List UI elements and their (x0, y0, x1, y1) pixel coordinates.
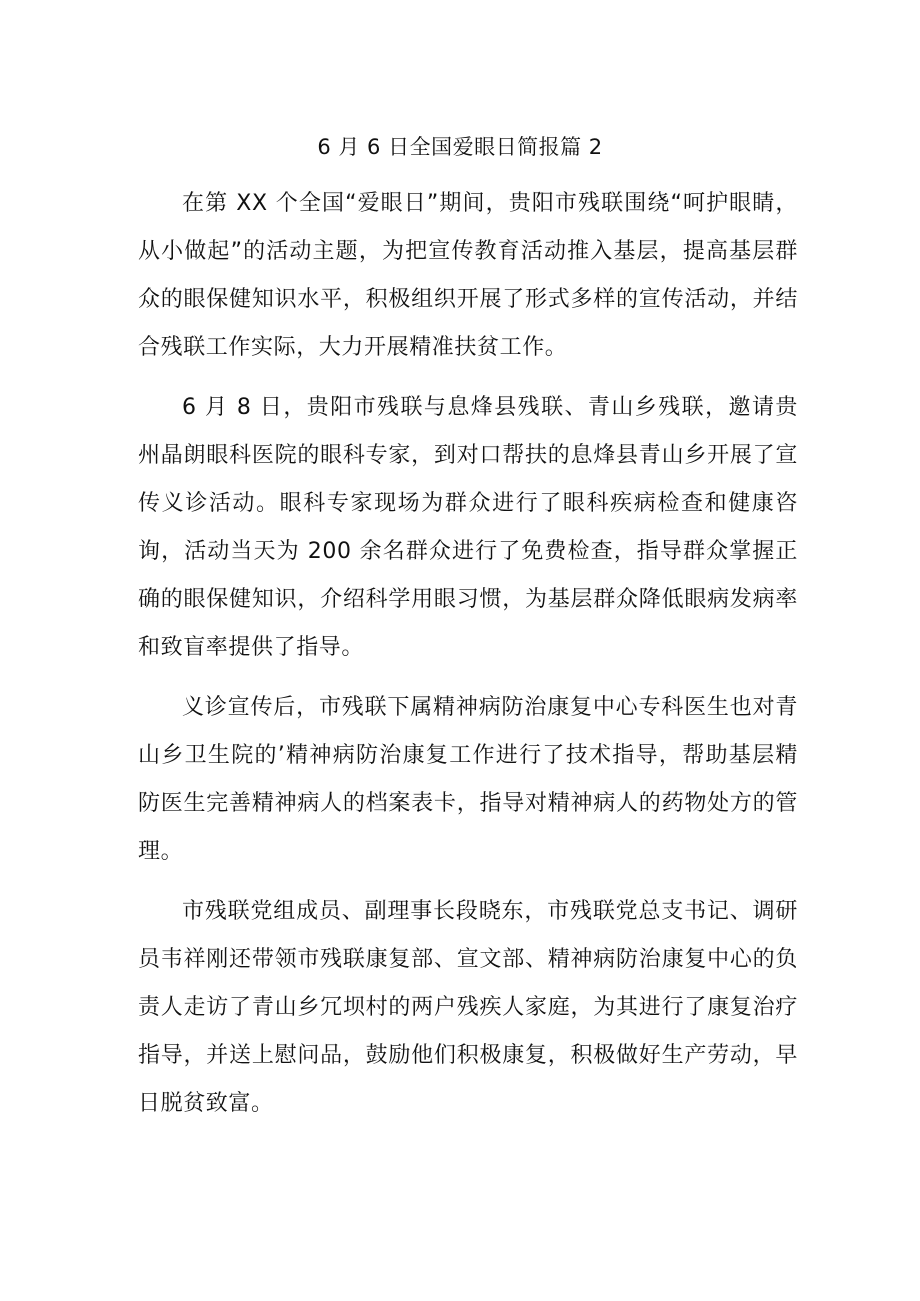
document-title: 6 月 6 日全国爱眼日简报篇 2 (317, 135, 603, 159)
document-body (138, 180, 798, 1140)
paragraph-4: 市残联党组成员、副理事长段晓东，市残联党总支书记、调研员韦祥刚还带领市残联康复部、宣文部、精神病防治康复中心的负责人走访了青山乡冗坝村的两户残疾人家庭，为其进行了康复治疗指导，并送上慰问品，鼓励他们积极康复，积极做好生产劳动，早日脱贫致富。 (138, 899, 798, 1116)
paragraph-1: 在第 XX 个全国“爱眼日”期间，贵阳市残联围绕“呵护眼睛，从小做起”的活动主题，为把宣传教育活动推入基层，提高基层群众的眼保健知识水平，积极组织开展了形式多样的宣传活动，并结合残联工作实际，大力开展精准扶贫工作。 (138, 191, 798, 360)
paragraph-2: 6 月 8 日，贵阳市残联与息烽县残联、青山乡残联，邀请贵州晶朗眼科医院的眼科专家，到对口帮扶的息烽县青山乡开展了宣传义诊活动。眼科专家现场为群众进行了眼科疾病检查和健康咨询，活动当天为 200 余名群众进行了免费检查，指导群众掌握正确的眼保健知识，介绍科学用眼习惯，为基层群众降低眼病发病率和致盲率提供了指导。 (138, 395, 798, 660)
paragraph-3: 义诊宣传后，市残联下属精神病防治康复中心专科医生也对青山乡卫生院的’精神病防治康复工作进行了技术指导，帮助基层精防医生完善精神病人的档案表卡，指导对精神病人的药物处方的管理。 (138, 695, 798, 864)
